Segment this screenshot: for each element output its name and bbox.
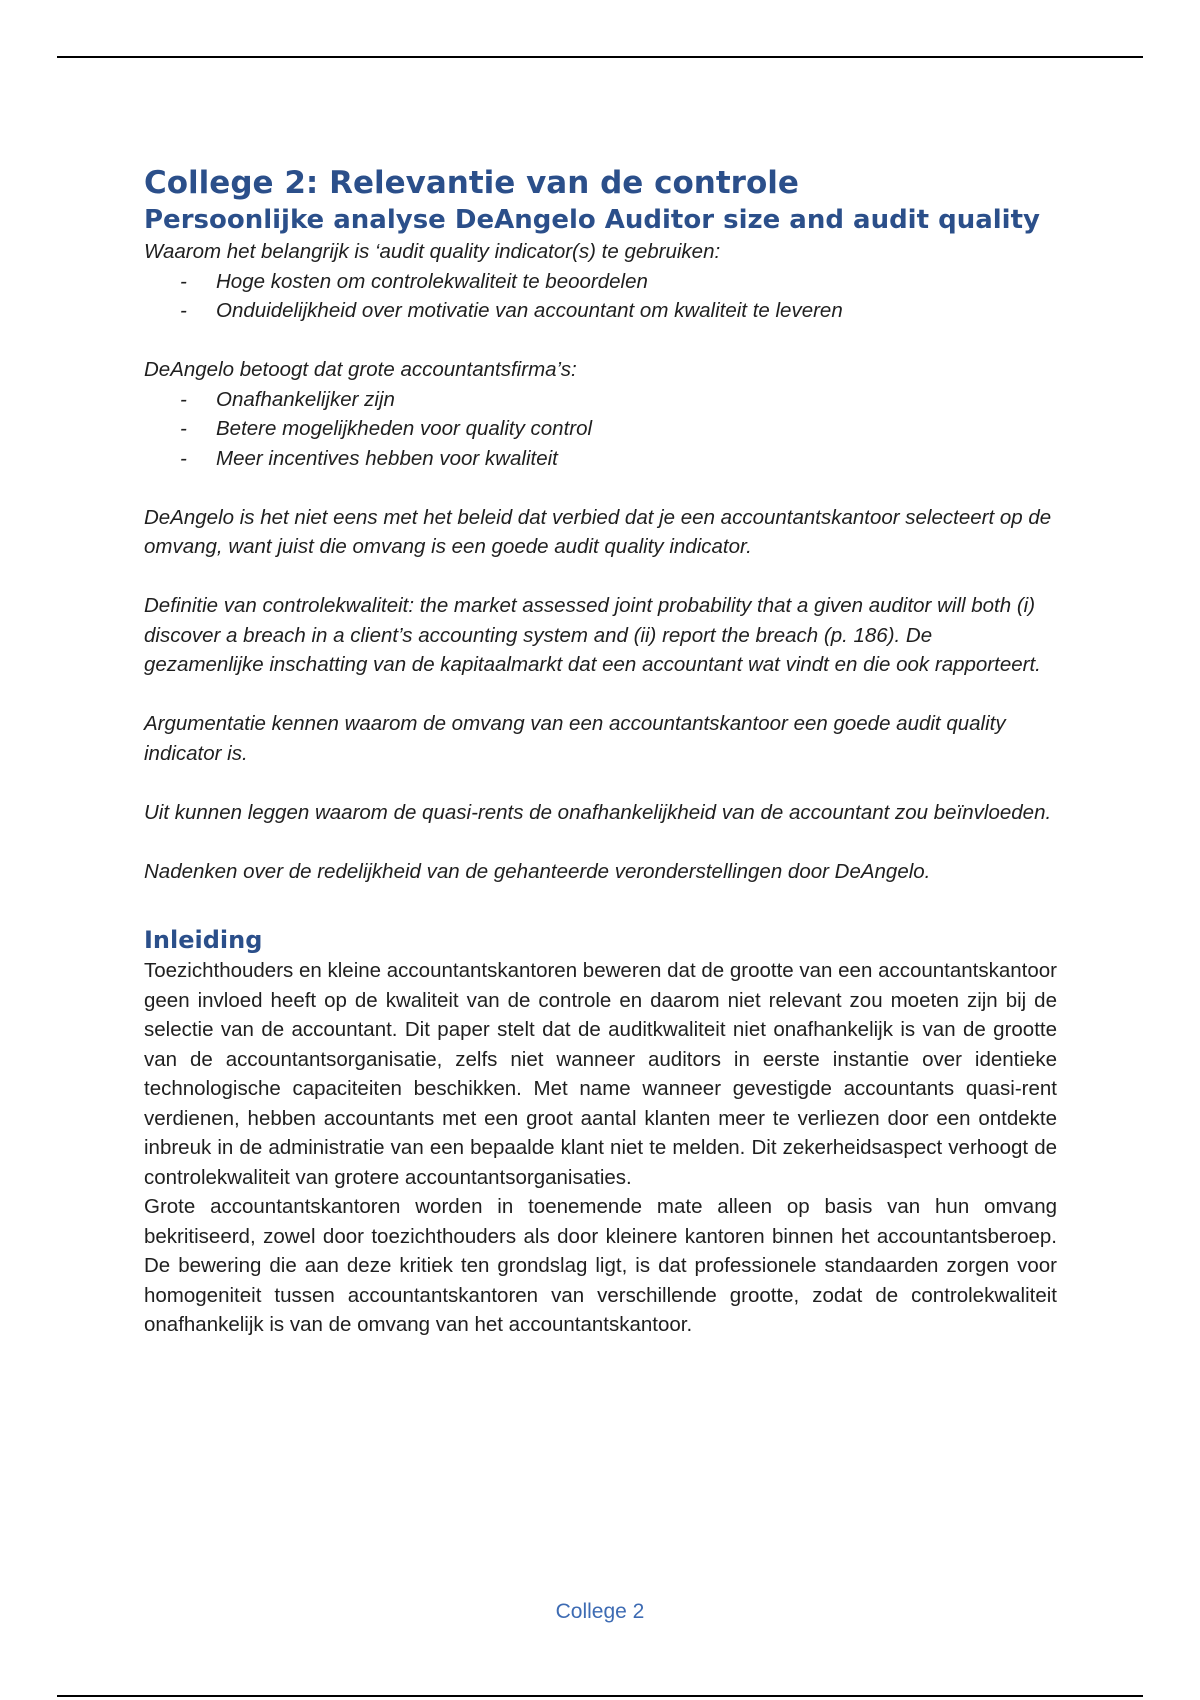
page-content <box>144 163 1057 1340</box>
section2-list <box>144 385 1057 474</box>
section-heading-inleiding: Inleiding <box>144 926 263 954</box>
list-item: - Meer incentives hebben voor kwaliteit <box>180 444 1057 474</box>
page-title: College 2: Relevantie van de controle <box>144 165 799 201</box>
list-item: - Betere mogelijkheden voor quality control <box>180 414 1057 444</box>
list-item: - Onduidelijkheid over motivatie van accountant om kwaliteit te leveren <box>180 296 1057 326</box>
page-subtitle: Persoonlijke analyse DeAngelo Auditor size and audit quality <box>144 205 1040 235</box>
paragraph-argumentatie: Argumentatie kennen waarom de omvang van een accountantskantoor een goede audit quality indicator is. <box>144 712 1006 765</box>
paragraph-quasi-rents: Uit kunnen leggen waarom de quasi-rents de onafhankelijkheid van de accountant zou beïnvloeden. <box>144 800 1052 824</box>
footer-rule <box>57 1695 1143 1697</box>
section1-intro: Waarom het belangrijk is ‘audit quality indicator(s) te gebruiken: <box>144 240 721 263</box>
inleiding-paragraph-1: Toezichthouders en kleine accountantskantoren beweren dat de grootte van een accountantskantoor geen invloed heeft op de kwaliteit van de controle en daarom niet relevant zou moeten zijn bij de selectie van de accountant. Dit paper stelt dat de auditkwaliteit niet onafhankelijk is van de grootte van de accountantsorganisatie, zelfs niet wanneer auditors in eerste instantie over identieke technologische capaciteiten beschikken. Met name wanneer gevestigde accountants quasi-rent verdienen, hebben accountants met een groot aantal klanten meer te verliezen door een ontdekte inbreuk in de administratie van een bepaalde klant niet te melden. Dit zekerheidsaspect verhoogt de controlekwaliteit van grotere accountantsorganisaties. <box>144 959 1057 1189</box>
list-item: - Hoge kosten om controlekwaliteit te beoordelen <box>180 267 1057 297</box>
paragraph-beleid: DeAngelo is het niet eens met het beleid dat verbied dat je een accountantskantoor selecteert op de omvang, want juist die omvang is een goede audit quality indicator. <box>144 505 1052 558</box>
paragraph-definitie: Definitie van controlekwaliteit: the market assessed joint probability that a given auditor will both (i) discover a breach in a client’s accounting system and (ii) report the breach (p. 186). De gezamenlijke inschatting van de kapitaalmarkt dat een accountant wat vindt en die ook rapporteert. <box>144 594 1041 676</box>
section2-intro: DeAngelo betoogt dat grote accountantsfirma’s: <box>144 358 577 381</box>
page-footer: College 2 <box>555 1600 645 1623</box>
list-item: - Onafhankelijker zijn <box>180 385 1057 415</box>
section1-list <box>144 267 1057 326</box>
inleiding-paragraph-2: Grote accountantskantoren worden in toenemende mate alleen op basis van hun omvang bekritiseerd, zowel door toezichthouders als door kleinere kantoren binnen het accountantsberoep. De bewering die aan deze kritiek ten grondslag ligt, is dat professionele standaarden zorgen voor homogeniteit tussen accountantskantoren van verschillende grootte, zodat de controlekwaliteit onafhankelijk is van de omvang van het accountantskantoor. <box>144 1195 1057 1336</box>
header-rule <box>57 56 1143 58</box>
paragraph-nadenken: Nadenken over de redelijkheid van de gehanteerde veronderstellingen door DeAngelo. <box>144 859 931 883</box>
